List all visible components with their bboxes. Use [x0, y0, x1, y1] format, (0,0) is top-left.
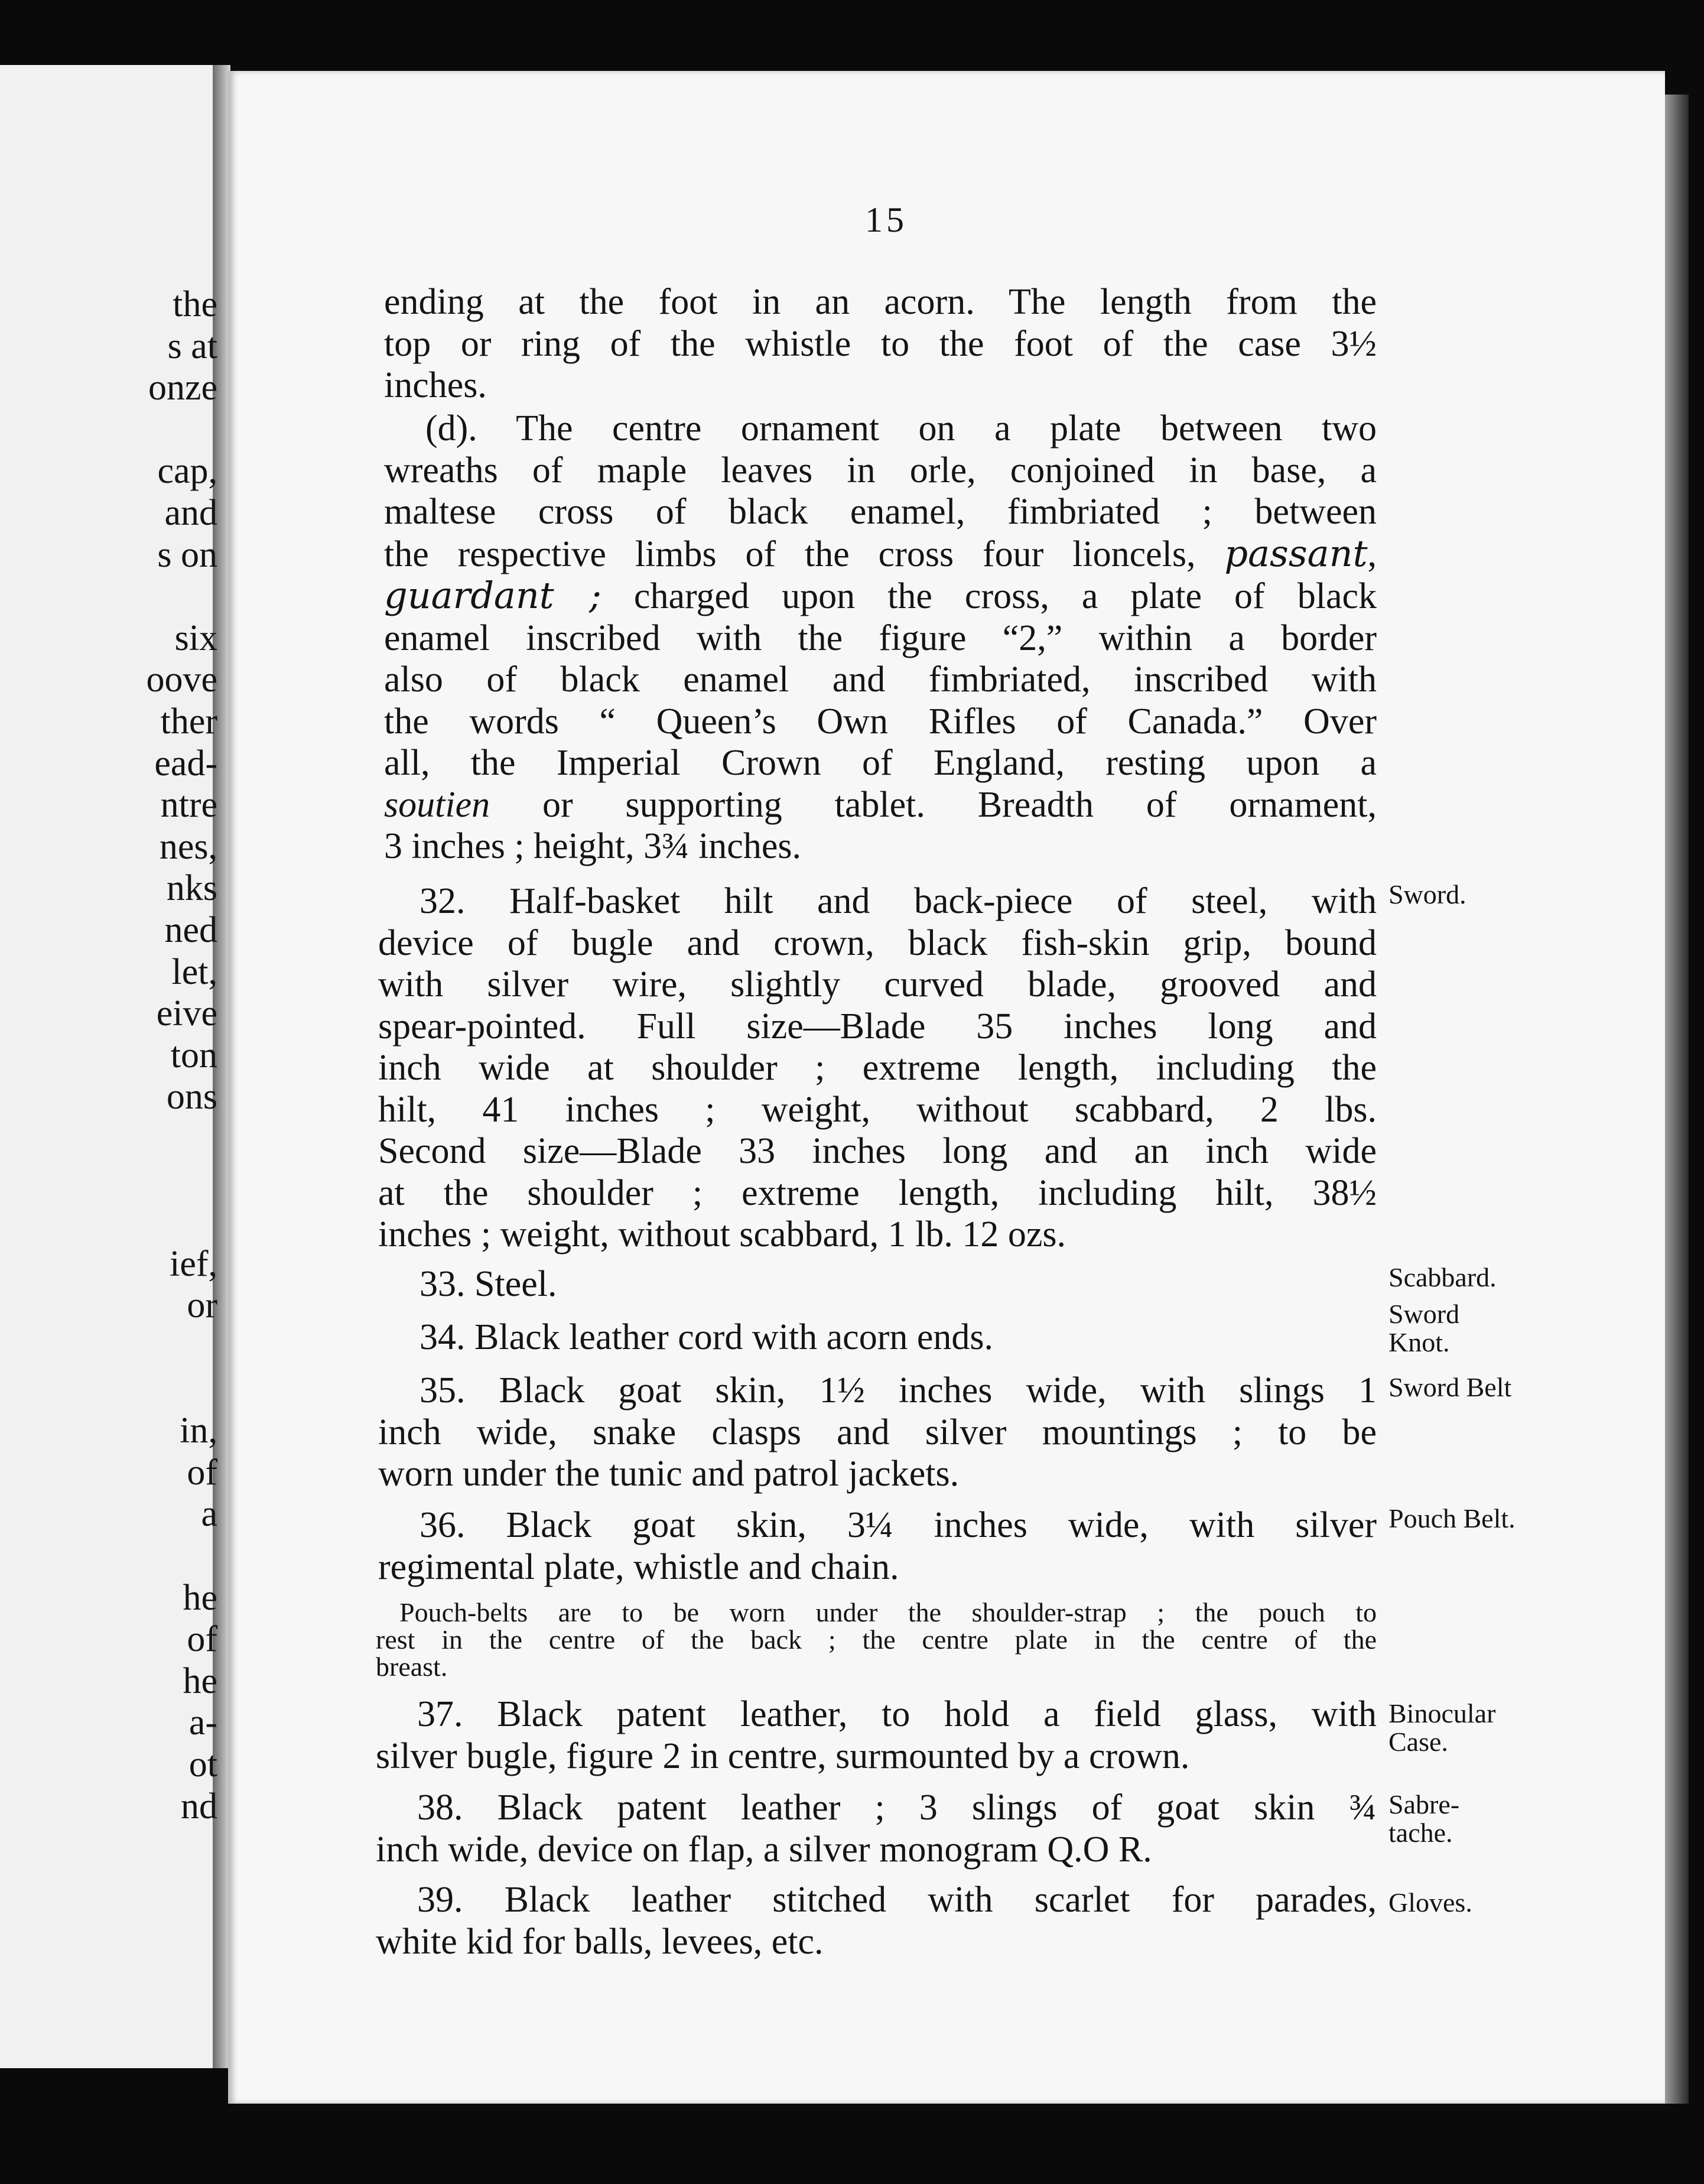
margin-label-sword-belt: Sword Belt [1388, 1372, 1512, 1402]
text-line: 35. Black goat skin, 1½ inches wide, with slings 1 [420, 1370, 1377, 1410]
left-page-text-fragment: let, [171, 951, 217, 992]
left-page-text-fragment: ead- [154, 743, 217, 784]
left-page-text-fragment: ther [160, 701, 217, 742]
text-line: the words “ Queen’s Own Rifles of Canada.” Over [384, 701, 1377, 742]
text-line: white kid for balls, levees, etc. [376, 1921, 824, 1962]
item-34-sword-knot: 34. Black leather cord with acorn ends. [420, 1317, 993, 1357]
left-page-text-fragment: a [201, 1494, 217, 1535]
left-page-text-fragment: he [183, 1660, 217, 1701]
left-page-text-fragment: of [187, 1619, 217, 1660]
text-line: the respective limbs of the cross four lioncels, passant, [384, 531, 1377, 575]
text-line: Pouch-belts are to be worn under the shoulder-strap ; the pouch to [399, 1597, 1377, 1627]
margin-label-sword: Sword. [1388, 879, 1466, 909]
left-page-text-fragment: ot [188, 1744, 217, 1785]
text-line: 3 inches ; height, 3¾ inches. [384, 826, 801, 866]
text-line: wreaths of maple leaves in orle, conjoined in base, a [384, 450, 1377, 490]
left-page-text-fragment: ton [170, 1035, 217, 1075]
text-line: all, the Imperial Crown of England, resting upon a [384, 743, 1377, 783]
paragraph-d [384, 408, 1377, 867]
text-line: breast. [376, 1652, 448, 1682]
item-32-sword [378, 880, 1377, 1256]
margin-label-pouch-belt: Pouch Belt. [1388, 1503, 1516, 1533]
text-line: 32. Half-basket hilt and back-piece of steel, with [420, 881, 1377, 921]
left-page-text-fragment: in, [180, 1410, 217, 1451]
margin-label-scabbard: Scabbard. [1388, 1262, 1497, 1292]
left-page-text-fragment: a- [188, 1702, 217, 1743]
item-33-scabbard: 33. Steel. [420, 1264, 557, 1304]
text-line: soutien or supporting tablet. Breadth of ornament, [384, 784, 1377, 825]
left-page-text-fragment: oove [146, 659, 217, 700]
margin-label-sabretache: Sabre- tache. [1388, 1789, 1460, 1848]
text-line: also of black enamel and fimbriated, inscribed with [384, 659, 1377, 700]
left-page-text-fragment: and [164, 493, 217, 533]
pouch-belt-note [376, 1599, 1377, 1681]
text-line: enamel inscribed with the figure “2,” within a border [384, 618, 1377, 658]
left-page-text-fragment: nes, [159, 826, 217, 867]
italic-term: passant [1224, 531, 1368, 575]
text-line: inch wide, snake clasps and silver mountings ; to be [378, 1412, 1377, 1452]
left-page-text-fragment: ntre [160, 785, 217, 826]
left-page-text-fragment: nks [166, 868, 217, 909]
text-line: hilt, 41 inches ; weight, without scabbard, 2 lbs. [378, 1089, 1377, 1130]
text-line: device of bugle and crown, black fish-skin grip, bound [378, 922, 1377, 963]
left-page-text-fragment: or [187, 1285, 217, 1326]
item-36-pouch-belt [378, 1504, 1377, 1588]
text-line: spear-pointed. Full size—Blade 35 inches long and [378, 1006, 1377, 1046]
text-line: guardant ; charged upon the cross, a plate of black [384, 574, 1377, 617]
italic-term: guardant ; [384, 574, 601, 617]
text-line: 38. Black patent leather ; 3 slings of goat skin ¾ [417, 1788, 1377, 1828]
item-38-sabretache [376, 1787, 1377, 1870]
left-page-text-fragment: the [173, 284, 217, 324]
left-page-text-fragment: ief, [170, 1243, 217, 1284]
text-line: (d). The centre ornament on a plate between two [425, 408, 1377, 448]
left-page-text-fragment: ned [164, 910, 217, 950]
text-line: ending at the foot in an acorn. The length from the [384, 282, 1377, 322]
left-page-text-fragment: onze [148, 368, 217, 408]
italic-term: soutien [384, 784, 490, 825]
text-line: silver bugle, figure 2 in centre, surmounted by a crown. [376, 1736, 1190, 1776]
margin-label-gloves: Gloves. [1388, 1887, 1472, 1918]
margin-label-binocular-case: Binocular Case. [1388, 1698, 1496, 1757]
text-line: top or ring of the whistle to the foot of the case 3½ [384, 323, 1377, 364]
left-page-text-fragment: cap, [157, 451, 217, 492]
left-page-text-fragment: nd [181, 1786, 217, 1826]
left-page-text-fragment: eive [156, 993, 217, 1034]
page-number: 15 [865, 200, 908, 239]
continuation-paragraph [384, 281, 1377, 407]
text-line: inch wide, device on flap, a silver monogram Q.O R. [376, 1829, 1152, 1870]
left-page-text-fragment: s on [157, 534, 217, 575]
text-line: maltese cross of black enamel, fimbriated ; between [384, 492, 1377, 532]
left-page-text-fragment: s at [167, 326, 217, 366]
text-line: regimental plate, whistle and chain. [378, 1546, 899, 1587]
text-line: rest in the centre of the back ; the centre plate in the centre of the [376, 1624, 1377, 1655]
text-line: at the shoulder ; extreme length, including hilt, 38½ [378, 1172, 1377, 1213]
text-line: inches. [384, 365, 487, 405]
text-line: inches ; weight, without scabbard, 1 lb. 12 ozs. [378, 1214, 1066, 1254]
margin-label-sword-knot: Sword Knot. [1388, 1299, 1460, 1357]
left-page-text-fragment: he [183, 1577, 217, 1618]
left-page-text-fragment: six [174, 618, 217, 658]
item-39-gloves [376, 1879, 1377, 1962]
left-page-text-fragment: ons [166, 1077, 217, 1117]
item-37-binocular-case [376, 1694, 1377, 1777]
item-35-sword-belt [378, 1370, 1377, 1495]
text-line: 36. Black goat skin, 3¼ inches wide, with silver [420, 1505, 1377, 1545]
text-line: inch wide at shoulder ; extreme length, including the [378, 1048, 1377, 1088]
text-line: 39. Black leather stitched with scarlet for parades, [417, 1880, 1377, 1920]
text-line: 37. Black patent leather, to hold a field glass, with [417, 1694, 1377, 1734]
text-line: with silver wire, slightly curved blade, grooved and [378, 964, 1377, 1005]
page-edge-shadow [1665, 95, 1689, 2104]
left-page-text-fragment: of [187, 1452, 217, 1493]
text-line: Second size—Blade 33 inches long and an inch wide [378, 1131, 1377, 1171]
text-line: worn under the tunic and patrol jackets. [378, 1454, 960, 1494]
